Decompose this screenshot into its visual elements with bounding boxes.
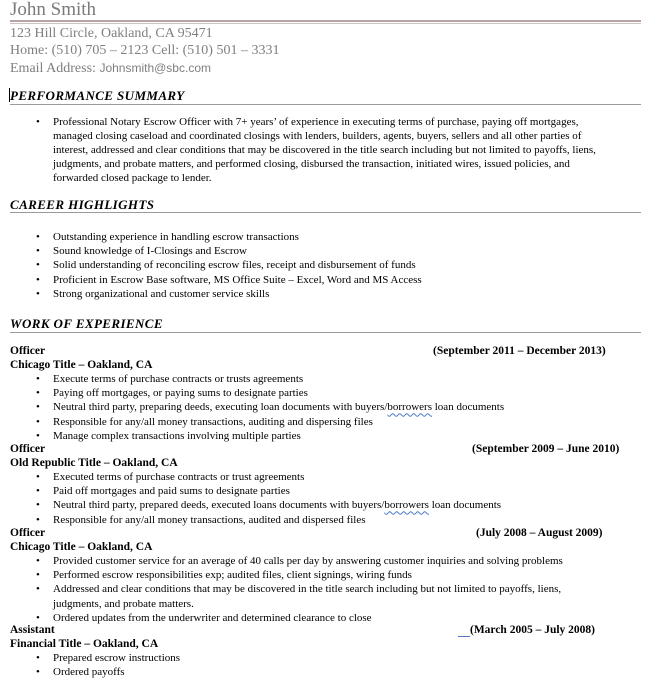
list-item-continuation	[53, 597, 563, 611]
list-item: • Execute terms of purchase contracts or trusts agreements	[53, 372, 504, 386]
list-item: • Executed terms of purchase contracts or trust agreements	[53, 470, 501, 484]
resume-name: John Smith	[10, 0, 97, 20]
list-item: • Solid understanding of reconciling escrow files, receipt and disbursement of funds	[53, 258, 422, 272]
list-item	[53, 400, 504, 414]
experience-divider	[10, 332, 641, 333]
summary-divider	[10, 104, 641, 105]
email-value[interactable]: Johnsmith@sbc.com	[99, 61, 211, 75]
summary-heading: PERFORMANCE SUMMARY	[10, 88, 185, 103]
job-bullets	[53, 372, 504, 443]
bullet-text-tail: loan documents	[432, 401, 505, 414]
bullet-text: Neutral third party, preparing deeds, executing loan documents with buyers/	[53, 401, 388, 414]
list-item: • Outstanding experience in handling escrow transactions	[53, 230, 422, 244]
header-divider-thin	[10, 23, 641, 24]
list-item: • Proficient in Escrow Base software, MS Office Suite – Excel, Word and MS Access	[53, 273, 422, 287]
summary-text: Professional Notary Escrow Officer with 7+ years’ of experience in executing terms of purchase, paying off mortgages, managed closing caseload and coordinated closings with lenders, builders, agents, buyers, sellers and all other parties of interest, addressed and clear conditions that may be discovered in the title search including but not limited to payoffs, liens, judgments, and probate matters, and performed closing, disbursed the transaction, initiated wires, issued policies, and forwarded closed package to lender.	[53, 116, 596, 184]
spellcheck-word[interactable]: borrowers	[387, 401, 432, 414]
job-dates: (September 2009 – June 2010)	[472, 443, 620, 455]
job-dates: (September 2011 – December 2013)	[433, 345, 606, 357]
highlights-list	[53, 230, 422, 301]
list-item: • Prepared escrow instructions	[53, 651, 180, 665]
job-dates: (July 2008 – August 2009)	[476, 527, 603, 539]
list-item: • Responsible for any/all money transactions, audited and dispersed files	[53, 513, 501, 527]
list-item: • Responsible for any/all money transactions, auditing and dispersing files	[53, 415, 504, 429]
email-label: Email Address:	[10, 61, 100, 76]
bullet-text: judgments, and probate matters.	[53, 597, 194, 610]
job-company: Old Republic Title – Oakland, CA	[10, 457, 178, 469]
list-item	[53, 498, 501, 512]
field-marker	[458, 636, 470, 637]
job-company: Chicago Title – Oakland, CA	[10, 359, 153, 371]
email-line	[10, 59, 211, 78]
list-item: • Provided customer service for an average of 40 calls per day by answering customer inquiries and solving problems	[53, 554, 563, 568]
list-item: • Paid off mortgages and paid sums to designate parties	[53, 484, 501, 498]
bullet-text-tail: loan documents	[428, 499, 502, 512]
job-title: Officer	[10, 345, 46, 357]
list-item: • Addressed and clear conditions that may be discovered in the title search including but not limited to payoffs, liens,	[53, 582, 563, 596]
job-bullets	[53, 470, 501, 527]
highlights-heading: CAREER HIGHLIGHTS	[10, 197, 155, 212]
job-dates: (March 2005 – July 2008)	[470, 624, 596, 636]
list-item: • Strong organizational and customer service skills	[53, 287, 422, 301]
summary-bullet-icon: •	[36, 116, 40, 128]
job-company: Financial Title – Oakland, CA	[10, 638, 159, 650]
list-item: • Ordered updates from the underwriter and determined clearance to close	[53, 611, 563, 625]
job-title: Officer	[10, 443, 46, 455]
address-line: 123 Hill Circle, Oakland, CA 95471	[10, 26, 213, 41]
list-item: • Paying off mortgages, or paying sums to designate parties	[53, 386, 504, 400]
phone-line: Home: (510) 705 – 2123 Cell: (510) 501 – 3331	[10, 43, 280, 58]
job-company: Chicago Title – Oakland, CA	[10, 541, 153, 553]
list-item: • Sound knowledge of I-Closings and Escrow	[53, 244, 422, 258]
bullet-text: Neutral third party, prepared deeds, executed loans documents with buyers/	[53, 499, 385, 512]
job-bullets	[53, 651, 180, 679]
job-bullets	[53, 554, 563, 625]
experience-heading: WORK OF EXPERIENCE	[10, 316, 163, 331]
list-item: • Manage complex transactions involving multiple parties	[53, 429, 504, 443]
spellcheck-word[interactable]: borrowers	[384, 499, 429, 512]
job-title: Assistant	[10, 624, 55, 636]
highlights-divider	[10, 212, 641, 213]
list-item: • Ordered payoffs	[53, 665, 180, 679]
job-title: Officer	[10, 527, 46, 539]
list-item: • Performed escrow responsibilities exp; audited files, client signings, wiring funds	[53, 568, 563, 582]
header-divider	[10, 20, 641, 22]
